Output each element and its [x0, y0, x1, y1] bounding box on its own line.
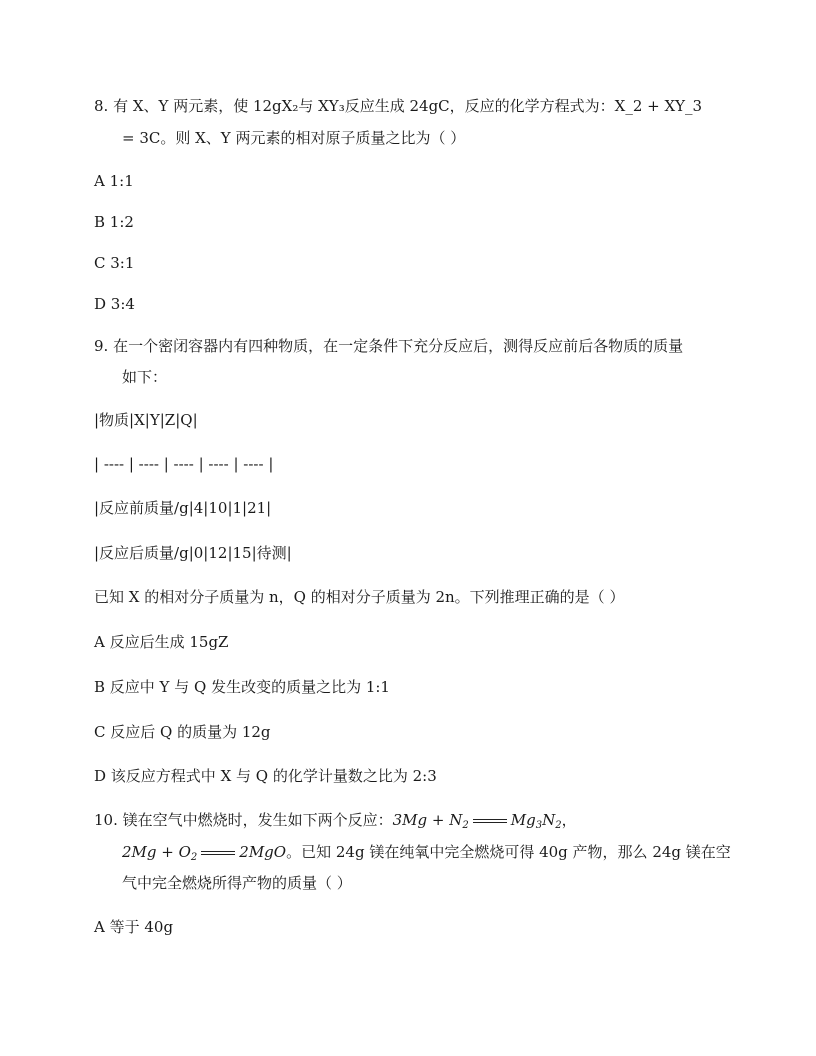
- q8-option-d: D 3:4: [94, 295, 135, 313]
- q9-table-row-after: |反应后质量/g|0|12|15|待测|: [94, 544, 292, 562]
- eq1-right: Mg: [510, 811, 536, 829]
- q10-line1-suffix: ，: [561, 811, 577, 829]
- q10-stem-line3: 气中完全燃烧所得产物的质量（ ）: [122, 874, 352, 892]
- q10-line2-suffix: 。已知 24g 镁在纯氧中完全燃烧可得 40g 产物，那么 24g 镁在空: [286, 843, 731, 861]
- q8-option-a: A 1:1: [94, 172, 134, 190]
- q9-table-row-before: |反应前质量/g|4|10|1|21|: [94, 499, 272, 517]
- q10-equation-2: $2Mg + O_2$ 2MgO: [122, 843, 287, 863]
- q9-stem-line2: 如下：: [122, 368, 168, 386]
- q9-option-c: C 反应后 Q 的质量为 12g: [94, 723, 271, 741]
- q9-table-separator-row: | ---- | ---- | ---- | ---- | ---- |: [94, 455, 274, 473]
- q9-option-d: D 该反应方程式中 X 与 Q 的化学计量数之比为 2:3: [94, 767, 437, 785]
- q9-option-a: A 反应后生成 15gZ: [94, 633, 229, 651]
- eq1-equals-sign: [473, 819, 507, 823]
- eq2-equals-sign: [201, 851, 235, 855]
- eq2-left: 2Mg + O: [122, 843, 191, 861]
- q8-option-b: B 1:2: [94, 213, 134, 231]
- eq2-right: 2MgO: [239, 843, 287, 861]
- q8-option-c: C 3:1: [94, 254, 135, 272]
- q9-stem-line1: 9. 在一个密闭容器内有四种物质，在一定条件下充分反应后，测得反应前后各物质的质量: [94, 337, 684, 355]
- eq1-left: 3Mg + N: [392, 811, 463, 829]
- q9-question: 已知 X 的相对分子质量为 n，Q 的相对分子质量为 2n。下列推理正确的是（ ）: [94, 588, 625, 606]
- q8-stem-line1: 8. 有 X、Y 两元素，使 12gX₂与 XY₃反应生成 24gC，反应的化学方程式为：X_2 + XY_3: [94, 97, 703, 115]
- q10-stem-line2: [122, 842, 731, 862]
- q9-option-b: B 反应中 Y 与 Q 发生改变的质量之比为 1:1: [94, 678, 390, 696]
- q10-prefix-text: 10. 镁在空气中燃烧时，发生如下两个反应：: [94, 811, 393, 829]
- q10-equation-1: $3Mg + N_2$ $Mg_3N_2$: [392, 811, 562, 831]
- q10-stem-line1: [94, 810, 577, 830]
- q9-table-header-row: |物质|X|Y|Z|Q|: [94, 411, 198, 429]
- q8-stem-line2: = 3C。则 X、Y 两元素的相对原子质量之比为（ ）: [122, 129, 466, 147]
- q10-option-a: A 等于 40g: [94, 918, 174, 936]
